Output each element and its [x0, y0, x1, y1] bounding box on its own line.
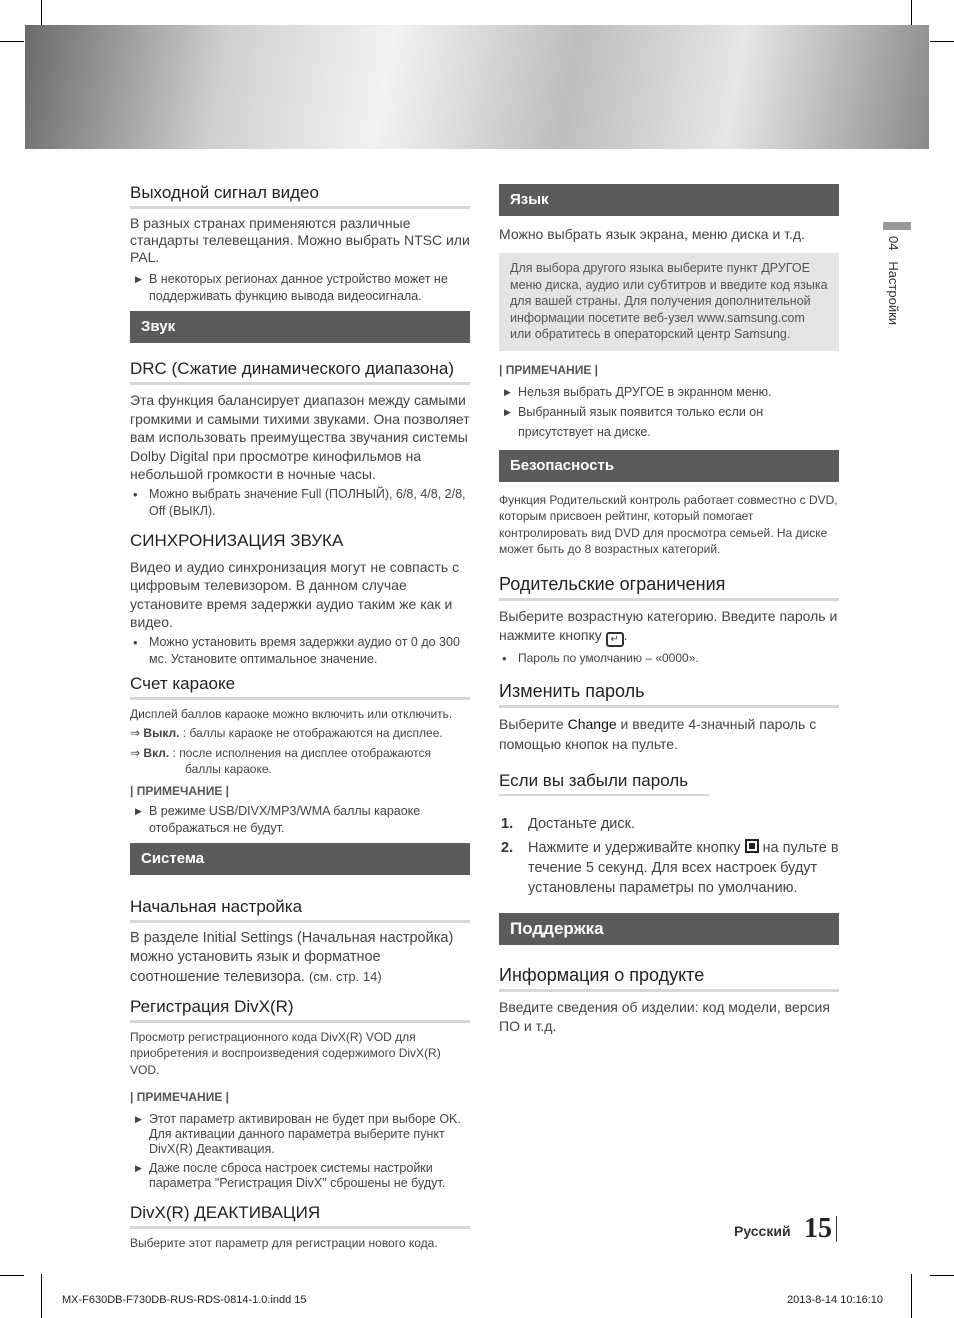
arrow-icon: ⇒ [130, 726, 141, 740]
header-banner [25, 25, 929, 149]
parental-title: Родительские ограничения [499, 574, 839, 601]
karaoke-body: Дисплей баллов караоке можно включить или отключить. [130, 706, 453, 721]
security-body: Функция Родительский контроль работает совместно с DVD, которым присвоен рейтинг, который помогает контролировать вид DVD для просмотра семьей. На диске может быть до 8 возрастных категорий. [499, 492, 838, 556]
karaoke-title: Счет караоке [130, 674, 470, 700]
enter-button-icon: ↵ [606, 632, 624, 647]
lang-note-label: | ПРИМЕЧАНИЕ | [499, 362, 599, 377]
product-title: Информация о продукте [499, 965, 839, 992]
drc-body: Эта функция балансирует диапазон между самыми громкими и самыми тихими звуками. Она позволяет вам использовать преимущества звучания системы Dolby Digital при просмотре кинофильмов на небольшой громкости в ночные часы. [130, 392, 470, 482]
section-bar-security: Безопасность [499, 450, 839, 482]
sync-title: СИНХРОНИЗАЦИЯ ЗВУКА [130, 530, 344, 550]
left-column [130, 183, 470, 1252]
triangle-bullet-icon: ▶ [135, 1114, 142, 1124]
forgot-title: Если вы забыли пароль [499, 771, 709, 796]
crop-mark [930, 1275, 954, 1276]
divx-deact-title: DivX(R) ДЕАКТИВАЦИЯ [130, 1203, 470, 1229]
crop-mark [0, 1275, 24, 1276]
page-number: 15 [804, 1213, 832, 1244]
sync-bullet: • Можно установить время задержки аудио от 0 до 300 мс. Установите оптимальное значение. [133, 634, 460, 666]
right-column [499, 184, 839, 1036]
arrow-icon: ⇒ [130, 745, 141, 760]
side-tab-number: 04 [886, 236, 901, 251]
change-pw-body: Выберите Change и введите 4-значный пароль с помощью кнопок на пульте. [499, 715, 817, 752]
video-out-title: Выходной сигнал видео [130, 183, 470, 209]
dot-bullet-icon: • [502, 650, 507, 666]
lang-note-bullet-1: ▶ Нельзя выбрать ДРУГОЕ в экранном меню. [499, 382, 839, 402]
divx-note-label: | ПРИМЕЧАНИЕ | [130, 1090, 230, 1104]
footer-date: 2013-8-14 10:16:10 [787, 1294, 884, 1306]
change-pw-title: Изменить пароль [499, 681, 839, 708]
triangle-bullet-icon: ▶ [135, 274, 142, 284]
triangle-bullet-icon: ▶ [135, 1163, 142, 1173]
divx-deact-body: Выберите этот параметр для регистрации нового кода. [130, 1236, 438, 1250]
parental-body: Выберите возрастную категорию. Введите пароль и нажмите кнопку ↵ . [499, 607, 838, 645]
drc-bullet: • Можно выбрать значение Full (ПОЛНЫЙ), 6/8, 4/8, 2/8, Off (ВЫКЛ). [133, 486, 466, 518]
page-number-block [734, 1213, 844, 1245]
forgot-step-1: 1. Достаньте диск. [501, 815, 636, 832]
sync-body: Видео и аудио синхронизация могут не совпасть с цифровым телевизором. В данном случае установите время задержки аудио таким же как и видео. [130, 558, 460, 630]
section-bar-sound: Звук [130, 311, 470, 343]
stop-button-icon [745, 839, 759, 853]
page-language: Русский [734, 1223, 791, 1239]
karaoke-off: ⇒ Выкл. : баллы караоке не отображаются на дисплее. [130, 726, 443, 740]
divx-reg-body: Просмотр регистрационного кода DivX(R) VOD для приобретения и воспроизведения содержимого DivX(R) VOD. [130, 1029, 441, 1077]
section-bar-language: Язык [499, 184, 839, 216]
section-bar-support: Поддержка [499, 913, 839, 945]
triangle-bullet-icon: ▶ [135, 805, 142, 816]
lang-note-bullet-2: ▶ Выбранный язык появится только если он присутствует на диске. [499, 402, 839, 442]
divx-note-bullet-2: ▶ Даже после сброса настроек системы настройки параметра "Регистрация DivX" сброшены не будут. [135, 1161, 446, 1190]
product-body: Введите сведения об изделии: код модели, версия ПО и т.д. [499, 998, 830, 1034]
divx-reg-title: Регистрация DivX(R) [130, 997, 470, 1023]
forgot-step-2: 2. Нажмите и удерживайте кнопку на пульте в течение 5 секунд. Для всех настроек будут установлены параметры по умолчанию. [501, 839, 839, 896]
dot-bullet-icon: • [133, 486, 138, 502]
parental-bullet: • Пароль по умолчанию – «0000». [502, 650, 699, 666]
initial-title: Начальная настройка [130, 897, 470, 923]
side-tab-label: Настройки [886, 261, 901, 326]
drc-title: DRC (Сжатие динамического диапазона) [130, 359, 470, 385]
karaoke-on: ⇒ Вкл. : после исполнения на дисплее отображаются баллы караоке. [130, 745, 431, 776]
video-out-bullet: ▶ В некоторых регионах данное устройство может не поддерживать функцию вывода видеосигнала. [135, 272, 448, 303]
karaoke-note-bullet: ▶ В режиме USB/DIVX/MP3/WMA баллы караоке отображаться не будут. [135, 803, 421, 835]
footer-file: MX-F630DB-F730DB-RUS-RDS-0814-1.0.indd 15 [62, 1294, 307, 1306]
crop-mark [930, 41, 954, 42]
karaoke-note-label: | ПРИМЕЧАНИЕ | [130, 783, 230, 798]
lang-body: Можно выбрать язык экрана, меню диска и т.д. [499, 226, 805, 242]
initial-body: В разделе Initial Settings (Начальная настройка) можно установить язык и форматное соотношение телевизора. (см. стр. 14) [130, 929, 454, 985]
divx-note-bullet-1: ▶ Этот параметр активирован не будет при выборе OK. Для активации данного параметра выберите пункт DivX(R) Деактивация. [135, 1112, 461, 1156]
change-keyword: Change [567, 715, 617, 732]
crop-mark [0, 41, 24, 42]
triangle-bullet-icon: ▶ [504, 406, 511, 417]
side-tab-marker [883, 222, 911, 230]
video-out-body: В разных странах применяются различные стандарты телевещания. Можно выбрать NTSC или PAL. [130, 215, 470, 265]
side-tab [886, 236, 901, 325]
page-number-rule [836, 1216, 837, 1242]
triangle-bullet-icon: ▶ [504, 386, 511, 397]
crop-mark [911, 1274, 912, 1318]
section-bar-system: Система [130, 843, 470, 875]
page-ref: (см. стр. 14) [308, 968, 382, 984]
crop-mark [41, 1274, 42, 1318]
dot-bullet-icon: • [133, 634, 138, 650]
lang-info-box: Для выбора другого языка выберите пункт ДРУГОЕ меню диска, аудио или субтитров и введите код языка для вашей страны. Для получения дополнительной информации посетите веб-узел www.samsung.com или обратитесь в операторский центр Samsung. [499, 253, 839, 351]
